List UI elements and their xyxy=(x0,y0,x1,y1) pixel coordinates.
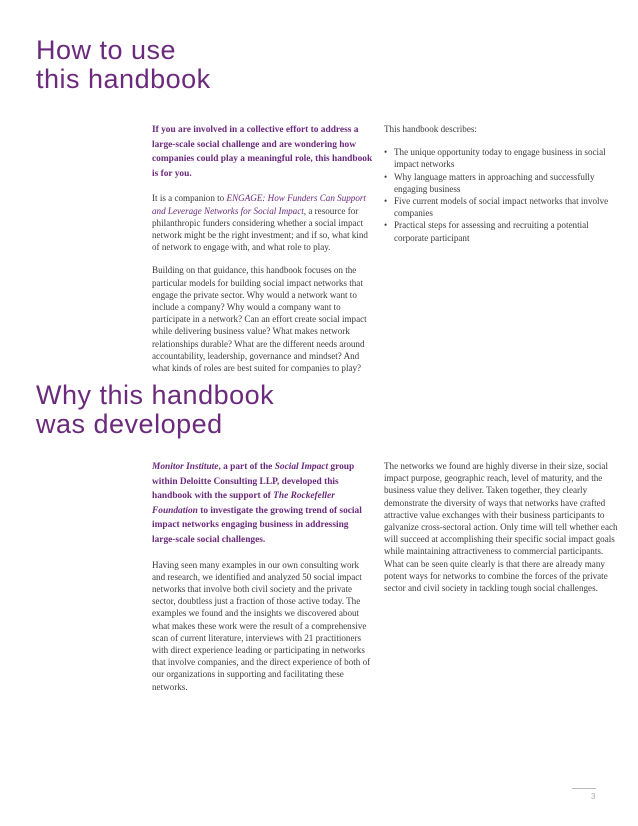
heading-line: this handbook xyxy=(36,64,211,94)
monitor-institute-link[interactable]: Monitor Institute xyxy=(152,462,219,472)
section2-right-column xyxy=(384,460,624,605)
lead-text: group within Deloitte Consulting LLP, developed this handbook with the support of xyxy=(152,462,355,502)
list-item: • Five current models of social impact networks that involve companies xyxy=(384,195,620,219)
section1-right-column xyxy=(384,123,620,244)
networks-paragraph: The networks we found are highly diverse in their size, social impact purpose, geographic reach, level of maturity, and the business value they deliver. Taken together, they clearly demonstrate the diversity of ways that networks have crafted attractive value exchanges with their business participants to galvanize cross-sectoral action. Only time will tell whether each will succeed at accomplishing their specific social impact goals while maintaining attractiveness to commercial participants. What can be seen quite clearly is that there are already many potent ways for networks to combine the forces of the private sector and civil society in tackling tough social challenges. xyxy=(384,461,618,594)
heading-line: was developed xyxy=(36,409,223,439)
describes-list xyxy=(384,146,620,244)
social-impact-link[interactable]: Social Impact xyxy=(274,462,329,472)
section1-lead: If you are involved in a collective effort to address a large-scale social challenge and are wondering how companies could play a meaningful role, this handbook is for you. xyxy=(152,125,373,179)
list-item: • Why language matters in approaching and successfully engaging business xyxy=(384,171,620,195)
page-number-rule xyxy=(572,788,596,789)
section2-left-column xyxy=(152,460,372,704)
list-item: • Practical steps for assessing and recruiting a potential corporate participant xyxy=(384,219,620,243)
heading-line: Why this handbook xyxy=(36,380,275,410)
research-paragraph: Having seen many examples in our own consulting work and research, we identified and analyzed 50 social impact networks that involve both civil society and the private sector, doubtless just a fraction of those active today. The examples we found and the insights we discovered about what makes these work were the result of a comprehensive scan of current literature, interviews with 21 practitioners with direct experience leading or participating in networks that involve companies, and the direct experience of both of our organizations in supporting and facilitating these networks. xyxy=(152,559,371,692)
section-heading-why-developed xyxy=(36,381,274,439)
focus-paragraph: Building on that guidance, this handbook focuses on the particular models for building social impact networks that engage the private sector. Why would a network want to include a company? Why would a company want to participate in a network? Can an effort create social impact while delivering business value? What makes network relationships durable? What are the different needs around accountability, leadership, governance and mindset? And what kinds of roles are best suited for companies to play? xyxy=(152,265,367,374)
describes-intro: This handbook describes: xyxy=(384,124,477,134)
engage-publication-link[interactable]: ENGAGE: How Funders Can Support and Leverage Networks for Social Impact xyxy=(152,193,366,216)
section1-left-column xyxy=(152,123,374,385)
companion-text-end: , a resource for philanthropic funders considering whether a social impact network might be the right investment; and if so, what kind of network to engage with, and what role to play. xyxy=(152,205,368,253)
page-number: 3 xyxy=(591,792,596,801)
section2-lead xyxy=(152,460,372,548)
lead-text: to investigate the growing trend of social impact networks engaging business in addressing large-scale social challenges. xyxy=(152,505,362,545)
section-heading-how-to-use xyxy=(36,36,211,94)
rockefeller-foundation-link[interactable]: The Rockefeller Foundation xyxy=(152,491,335,516)
list-item: • The unique opportunity today to engage business in social impact networks xyxy=(384,146,620,170)
heading-line: How to use xyxy=(36,35,177,65)
companion-text-start: It is a companion to xyxy=(152,193,227,204)
companion-paragraph xyxy=(152,192,374,253)
lead-text: , a part of the xyxy=(218,462,275,472)
